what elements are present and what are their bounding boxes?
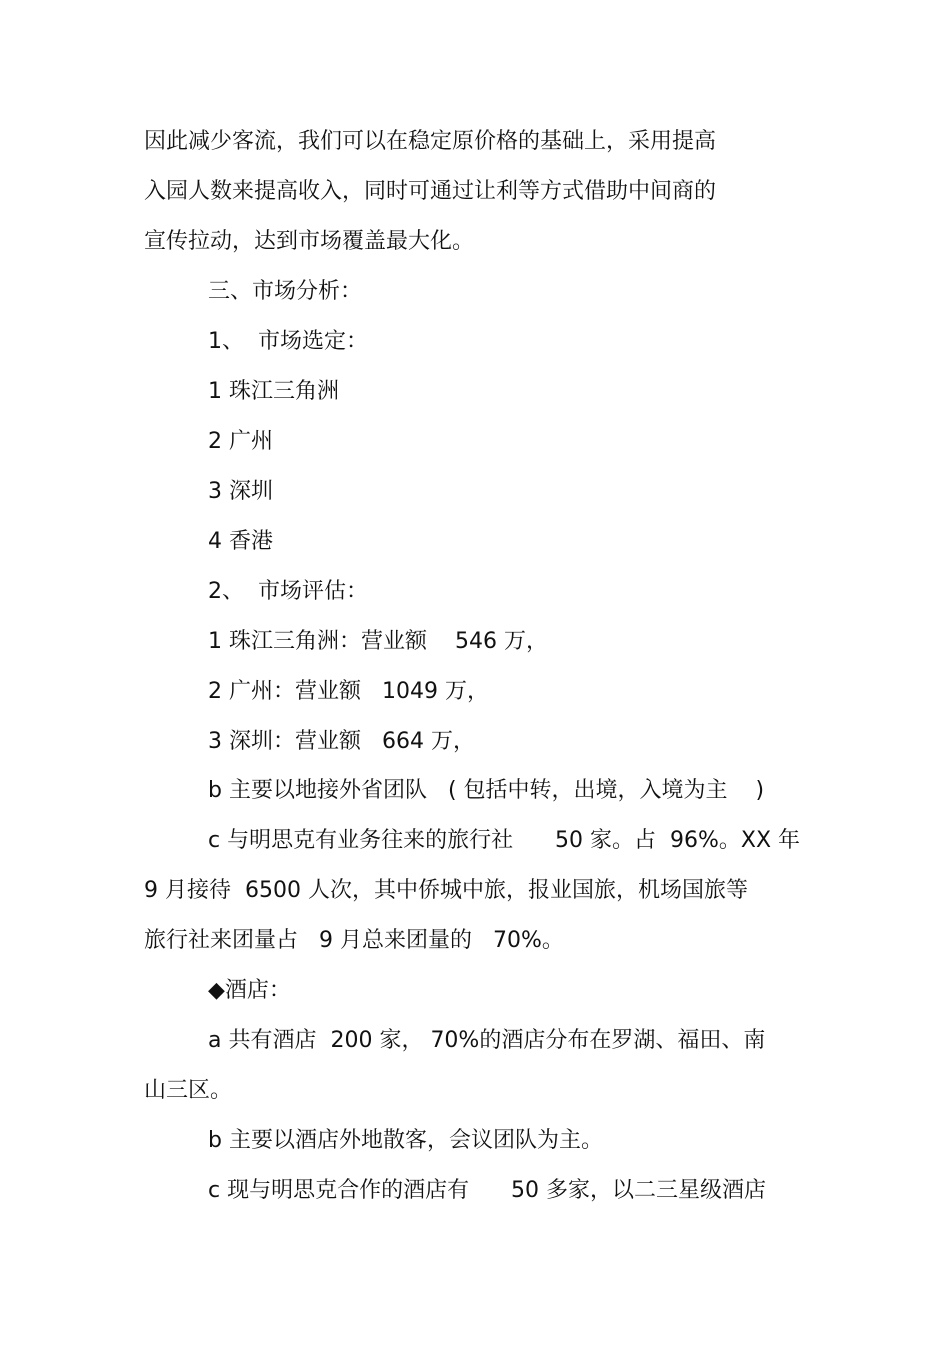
paragraph-line: 宣传拉动，达到市场覆盖最大化。 xyxy=(144,229,475,254)
paragraph-line: 山三区。 xyxy=(144,1078,233,1103)
list-item: 1 珠江三角洲：营业额 546 万， xyxy=(208,629,548,654)
section-heading: ◆酒店： xyxy=(208,978,291,1003)
paragraph-line: 旅行社来团量占 9 月总来团量的 70%。 xyxy=(144,928,564,953)
list-item: 3 深圳 xyxy=(208,479,273,504)
paragraph-line: 9 月接待 6500 人次，其中侨城中旅，报业国旅，机场国旅等 xyxy=(144,878,748,903)
list-item: 1 珠江三角洲 xyxy=(208,379,339,404)
list-item: 4 香港 xyxy=(208,529,273,554)
paragraph-line: b 主要以酒店外地散客，会议团队为主。 xyxy=(208,1128,603,1153)
paragraph-line: 入园人数来提高收入，同时可通过让利等方式借助中间商的 xyxy=(144,179,717,204)
paragraph-line: c 与明思克有业务往来的旅行社 50 家。占 96%。XX 年 xyxy=(208,828,801,853)
list-item: 3 深圳：营业额 664 万， xyxy=(208,729,475,754)
paragraph-line: a 共有酒店 200 家， 70%的酒店分布在罗湖、福田、南 xyxy=(208,1028,766,1053)
subsection-heading: 1、 市场选定： xyxy=(208,329,368,354)
section-heading: 三、市场分析： xyxy=(208,279,363,304)
subsection-heading: 2、 市场评估： xyxy=(208,579,368,604)
paragraph-line: 因此减少客流，我们可以在稳定原价格的基础上，采用提高 xyxy=(144,129,717,154)
list-item: 2 广州 xyxy=(208,429,273,454)
paragraph-line: c 现与明思克合作的酒店有 50 多家，以二三星级酒店 xyxy=(208,1178,767,1203)
list-item: 2 广州：营业额 1049 万， xyxy=(208,679,489,704)
list-item: b 主要以地接外省团队 ( 包括中转，出境，入境为主 ) xyxy=(208,778,765,803)
